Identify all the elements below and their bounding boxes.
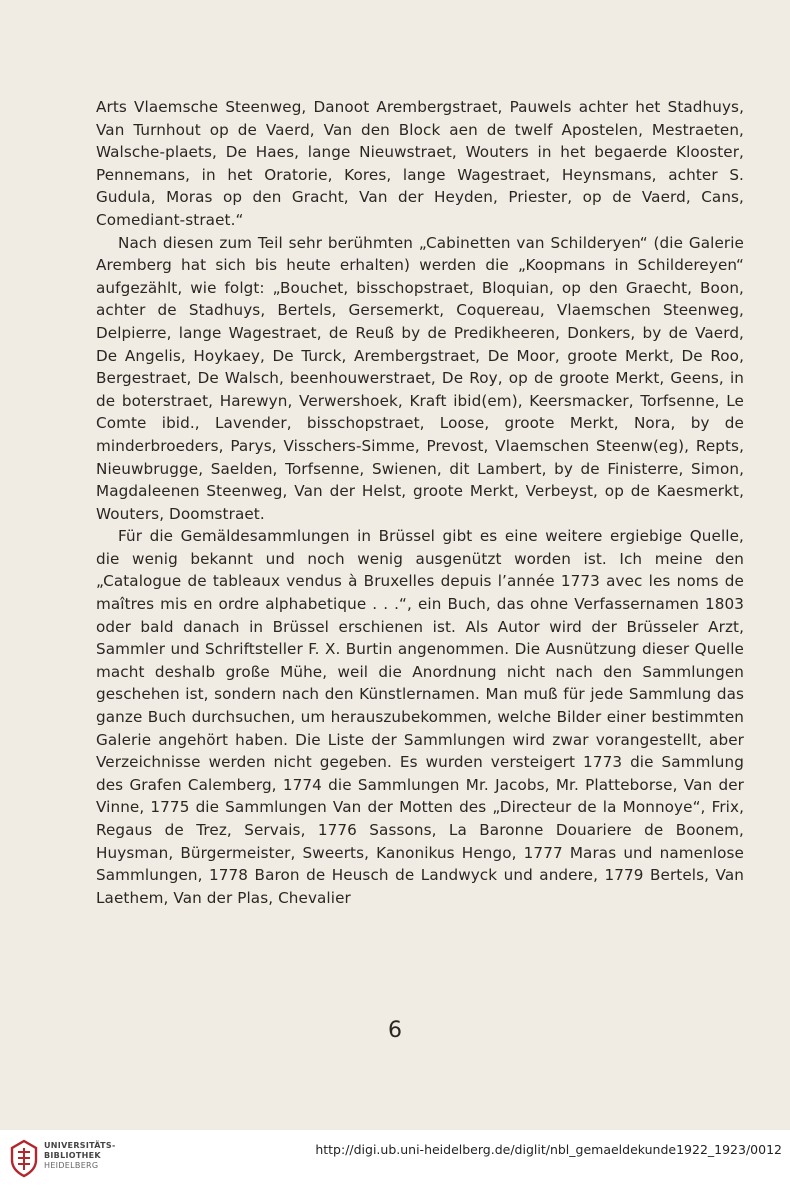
page-number: 6 [388, 1018, 402, 1043]
permalink-url[interactable]: http://digi.ub.uni-heidelberg.de/diglit/nbl_gemaeldekunde1922_1923/0012 [315, 1142, 782, 1157]
university-library-logo-icon[interactable] [8, 1138, 40, 1178]
library-name [44, 1141, 116, 1171]
body-text [96, 96, 744, 909]
paragraph-2: Nach diesen zum Teil sehr berühmten „Cabinetten van Schilderyen“ (die Galerie Aremberg hat sich bis heute erhalten) werden die „Koopmans in Schildereyen“ aufgezählt, wie folgt: „Bouchet, bisschopstraet, Bloquian, op den Graecht, Boon, achter de Stadhuys, Bertels, Gersemerkt, Coquereau, Vlaemschen Steenweg, Delpierre, lange Wagestraet, de Reuß by de Predikheeren, Donkers, by de Vaerd, De Angelis, Hoykaey, De Turck, Arembergstraet, De Moor, groote Merkt, De Roo, Bergestraet, De Walsch, beenhouwerstraet, De Roy, op de groote Merkt, Geens, in de boterstraet, Harewyn, Verwershoek, Kraft ibid(em), Keersmacker, Torfsenne, Le Comte ibid., Lavender, bisschopstraet, Loose, groote Merkt, Nora, by de minderbroeders, Parys, Visschers-Simme, Prevost, Vlaemschen Steenw(eg), Repts, Nieuwbrugge, Saelden, Torfsenne, Swienen, dit Lambert, by de Finisterre, Simon, Magdaleenen Steenweg, Van der Helst, groote Merkt, Verbeyst, op de Kaesmerkt, Wouters, Doomstraet. [96, 233, 744, 523]
logo-line-1: UNIVERSITÄTS- [44, 1141, 116, 1150]
paragraph-1: Arts Vlaemsche Steenweg, Danoot Arembergstraet, Pauwels achter het Stadhuys, Van Turnhout op de Vaerd, Van den Block aen de twelf Apostelen, Mestraeten, Walsche-plaets, De Haes, lange Nieuwstraet, Wouters in het begaerde Klooster, Pennemans, in het Oratorie, Kores, lange Wagestraet, Heynsmans, achter S. Gudula, Moras op den Gracht, Van der Heyden, Priester, op de Vaerd, Cans, Comediant-straet.“ [96, 98, 744, 229]
viewer-footer [0, 1130, 790, 1186]
paragraph-3: Für die Gemäldesammlungen in Brüssel gibt es eine weitere ergiebige Quelle, die wenig bekannt und noch wenig ausgenützt worden ist. Ich meine den „Catalogue de tableaux vendus à Bruxelles depuis l’année 1773 avec les noms de maîtres mis en ordre alphabetique . . .“, ein Buch, das ohne Verfassernamen 1803 oder bald danach in Brüssel erschienen ist. Als Autor wird der Brüsseler Arzt, Sammler und Schriftsteller F. X. Burtin angenommen. Die Ausnützung dieser Quelle macht deshalb große Mühe, weil die Anordnung nicht nach den Sammlungen geschehen ist, sondern nach den Künstlernamen. Man muß für jede Sammlung das ganze Buch durchsuchen, um herauszubekommen, welche Bilder einer bestimmten Galerie angehört haben. Die Liste der Sammlungen wird zwar vorangestellt, aber Verzeichnisse werden nicht gegeben. Es wurden versteigert 1773 die Sammlung des Grafen Calemberg, 1774 die Sammlungen Mr. Jacobs, Mr. Platteborse, Van der Vinne, 1775 die Sammlungen Van der Motten des „Directeur de la Monnoye“, Frix, Regaus de Trez, Servais, 1776 Sassons, La Baronne Douariere de Boonem, Huysman, Bürgermeister, Sweerts, Kanonikus Hengo, 1777 Maras und namenlose Sammlungen, 1778 Baron de Heusch de Landwyck und andere, 1779 Bertels, Van Laethem, Van der Plas, Chevalier [96, 527, 744, 907]
logo-line-2: BIBLIOTHEK [44, 1151, 101, 1160]
logo-line-3: HEIDELBERG [44, 1161, 99, 1170]
